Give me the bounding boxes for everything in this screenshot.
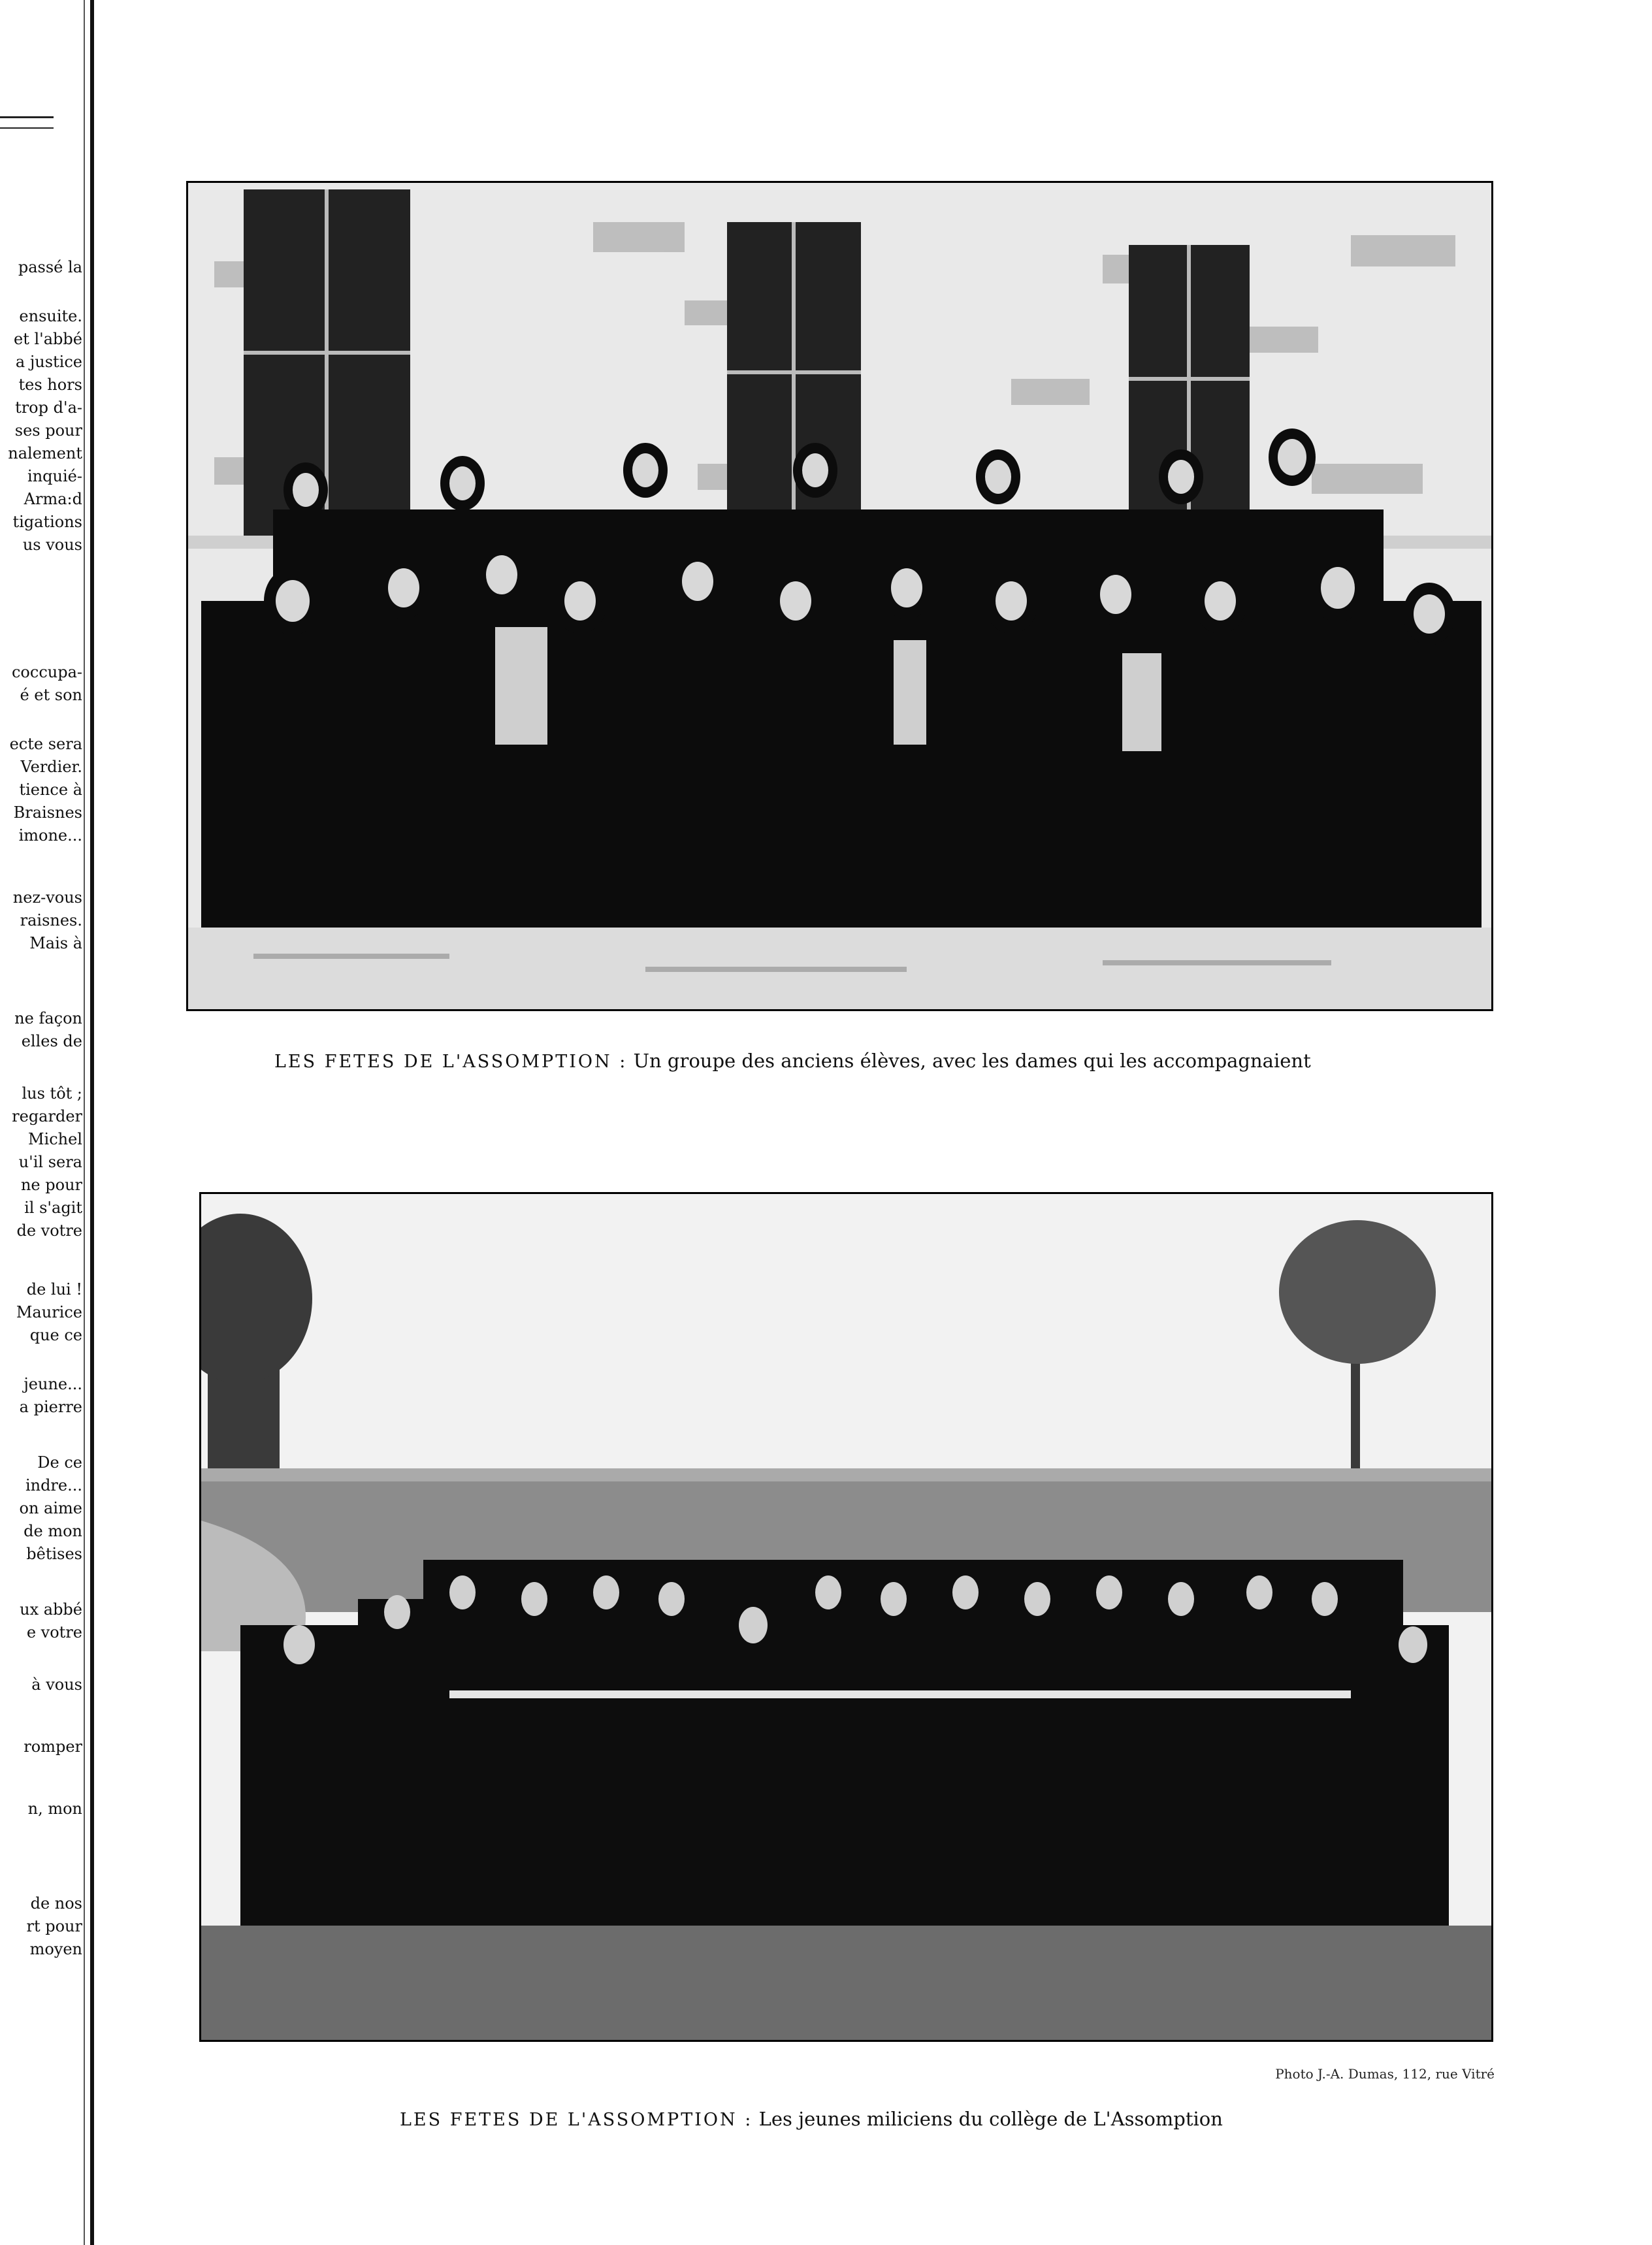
left-column-line: il s'agit bbox=[24, 1199, 82, 1217]
left-column-line: us vous bbox=[22, 536, 82, 554]
gutter-rule-thin bbox=[84, 0, 85, 2245]
photo-alumni-caption bbox=[274, 1050, 1311, 1072]
left-column-line: de votre bbox=[16, 1221, 82, 1240]
left-column-line: imone... bbox=[18, 826, 82, 845]
left-column-line: elles de bbox=[21, 1032, 82, 1050]
left-column-line: Maurice bbox=[16, 1303, 82, 1321]
left-column-line: nalement bbox=[8, 444, 82, 462]
left-column-line: Arma:d bbox=[24, 490, 82, 508]
left-column-line: u'il sera bbox=[18, 1153, 82, 1171]
left-column-line: ensuite. bbox=[19, 307, 82, 325]
left-column-line: Mais à bbox=[29, 934, 82, 952]
left-column-line: à vous bbox=[31, 1675, 82, 1694]
left-column-line: inquié- bbox=[27, 467, 82, 485]
left-column-line: tigations bbox=[12, 513, 82, 531]
left-column-line: lus tôt ; bbox=[22, 1084, 82, 1103]
left-column-line: nez-vous bbox=[12, 888, 82, 907]
left-column-line: trop d'a- bbox=[15, 398, 82, 417]
left-column-line: a pierre bbox=[19, 1398, 82, 1416]
left-column-line: raisnes. bbox=[20, 911, 82, 929]
left-column-line: et l'abbé bbox=[14, 330, 82, 348]
column-rule bbox=[0, 116, 54, 129]
left-column-line: ux abbé bbox=[20, 1600, 82, 1619]
left-column-line: moyen bbox=[29, 1940, 82, 1958]
left-column-line: ne pour bbox=[20, 1176, 82, 1194]
left-column-line: regarder bbox=[12, 1107, 82, 1125]
caption-text: Les jeunes miliciens du collège de L'Assomption bbox=[758, 2108, 1223, 2130]
left-column-line: on aime bbox=[19, 1499, 82, 1517]
left-column-line: rt pour bbox=[26, 1917, 82, 1935]
left-column-line: bêtises bbox=[26, 1545, 82, 1563]
left-column-line: n, mon bbox=[27, 1800, 82, 1818]
left-column-line: e votre bbox=[26, 1623, 82, 1641]
photo-militiamen-caption bbox=[400, 2108, 1223, 2130]
left-column-line: romper bbox=[24, 1737, 82, 1756]
left-column-line: a justice bbox=[15, 353, 82, 371]
left-column-line: ne façon bbox=[14, 1009, 82, 1027]
left-column-line: passé la bbox=[18, 258, 82, 276]
photo-alumni-group-image bbox=[188, 183, 1491, 1009]
gutter-rule bbox=[90, 0, 94, 2245]
left-column-line: tes hors bbox=[18, 376, 82, 394]
left-column-line: que ce bbox=[29, 1326, 82, 1344]
photo-credit: Photo J.-A. Dumas, 112, rue Vitré bbox=[1275, 2066, 1495, 2082]
left-column-line: ecte sera bbox=[9, 735, 82, 753]
photo-young-militiamen-image bbox=[201, 1194, 1491, 2040]
left-column-line: de mon bbox=[24, 1522, 82, 1540]
caption-heading: LES FETES DE L'ASSOMPTION : bbox=[274, 1052, 628, 1072]
caption-text: Un groupe des anciens élèves, avec les dames qui les accompagnaient bbox=[633, 1050, 1311, 1072]
caption-heading: LES FETES DE L'ASSOMPTION : bbox=[400, 2110, 753, 2130]
left-column-line: de nos bbox=[30, 1894, 82, 1913]
left-column-line: tience à bbox=[19, 781, 82, 799]
left-column-line: De ce bbox=[37, 1453, 82, 1472]
photo-alumni-group bbox=[186, 181, 1493, 1011]
left-column-line: jeune... bbox=[24, 1375, 82, 1393]
left-column-line: coccupa- bbox=[11, 663, 82, 681]
left-column-line: Braisnes bbox=[13, 803, 82, 822]
left-column-line: Verdier. bbox=[20, 758, 82, 776]
left-column-line: indre... bbox=[25, 1476, 82, 1494]
left-column-line: ses pour bbox=[14, 421, 82, 440]
left-column-line: de lui ! bbox=[26, 1280, 82, 1299]
left-column-line: é et son bbox=[20, 686, 82, 704]
photo-young-militiamen bbox=[199, 1192, 1493, 2042]
left-column-line: Michel bbox=[27, 1130, 82, 1148]
